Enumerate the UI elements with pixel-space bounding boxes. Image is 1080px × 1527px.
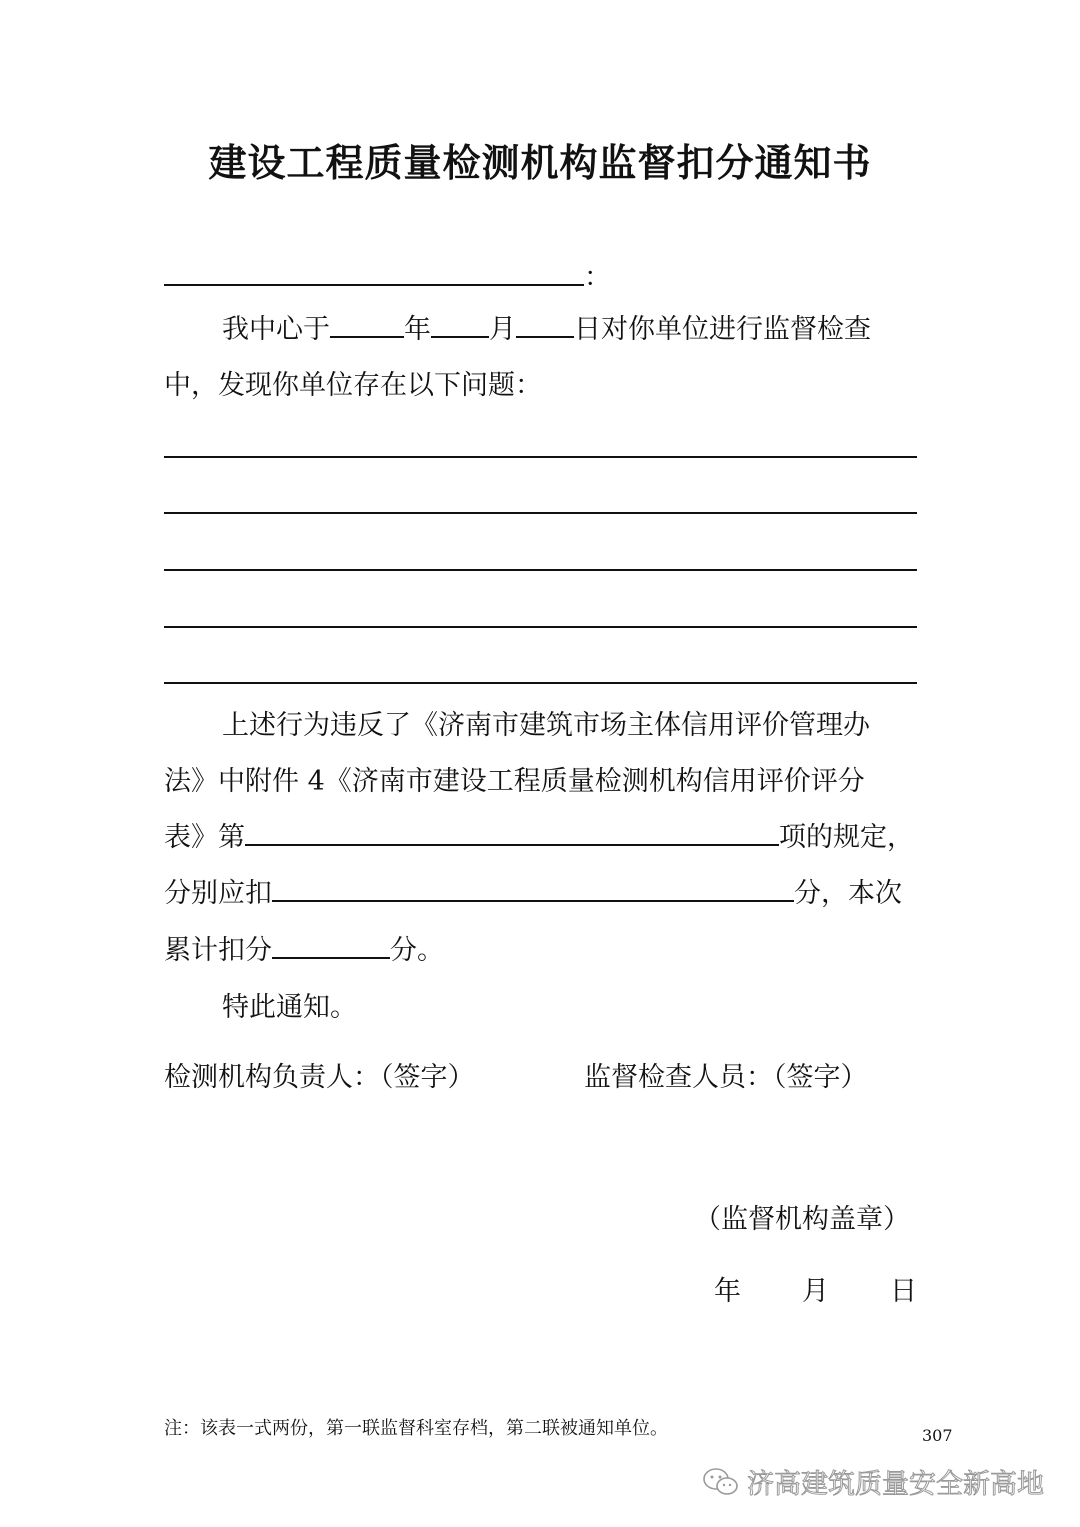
problem-line xyxy=(164,569,917,571)
para2-line3 xyxy=(164,818,914,858)
para2-line4 xyxy=(164,874,902,914)
para2-line3-suffix: 项的规定， xyxy=(779,822,914,853)
para2-line1: 上述行为违反了《济南市建筑市场主体信用评价管理办 xyxy=(222,710,870,741)
month-blank xyxy=(431,310,489,338)
addressee-line xyxy=(164,258,611,298)
footnote: 注：该表一式两份，第一联监督科室存档，第二联被通知单位。 xyxy=(164,1418,668,1439)
para1-day-suffix: 日对你单位进行监督检查 xyxy=(574,314,871,345)
para1-prefix: 我中心于 xyxy=(222,314,330,345)
addressee-colon: ： xyxy=(584,262,611,293)
problem-line xyxy=(164,626,917,628)
inspector-signature: 监督检查人员：（签字） xyxy=(584,1062,868,1093)
problem-line xyxy=(164,682,917,684)
date-month: 月 xyxy=(802,1276,829,1307)
watermark-text: 济高建筑质量安全新高地 xyxy=(747,1469,1044,1500)
date-day: 日 xyxy=(890,1276,917,1307)
para2-line2: 法》中附件 4《济南市建设工程质量检测机构信用评价评分 xyxy=(164,766,865,797)
para2-line4-prefix: 分别应扣 xyxy=(164,878,272,909)
deduction-blank xyxy=(272,874,794,902)
para1-year: 年 xyxy=(404,314,431,345)
para2-line5-suffix: 分。 xyxy=(390,935,444,966)
day-blank xyxy=(516,310,574,338)
watermark xyxy=(701,1462,1044,1501)
document-title: 建设工程质量检测机构监督扣分通知书 xyxy=(208,141,872,185)
date-year: 年 xyxy=(714,1276,741,1307)
problem-line xyxy=(164,456,917,458)
para1-month: 月 xyxy=(489,314,516,345)
para2-line3-prefix: 表》第 xyxy=(164,822,245,853)
wechat-icon xyxy=(701,1465,741,1499)
addressee-blank xyxy=(164,258,584,286)
problem-line xyxy=(164,512,917,514)
para2-line4-suffix: 分，本次 xyxy=(794,878,902,909)
item-number-blank xyxy=(245,818,779,846)
seal-label: （监督机构盖章） xyxy=(694,1204,910,1235)
para1-line1 xyxy=(222,310,871,350)
para2-line5 xyxy=(164,931,444,971)
para2-line5-prefix: 累计扣分 xyxy=(164,935,272,966)
inst-head-signature: 检测机构负责人：（签字） xyxy=(164,1062,475,1093)
para1-line2: 中，发现你单位存在以下问题： xyxy=(164,370,542,401)
notice-text: 特此通知。 xyxy=(222,992,357,1023)
cumulative-deduction-blank xyxy=(272,931,390,959)
year-blank xyxy=(330,310,404,338)
page-number: 307 xyxy=(922,1426,953,1445)
